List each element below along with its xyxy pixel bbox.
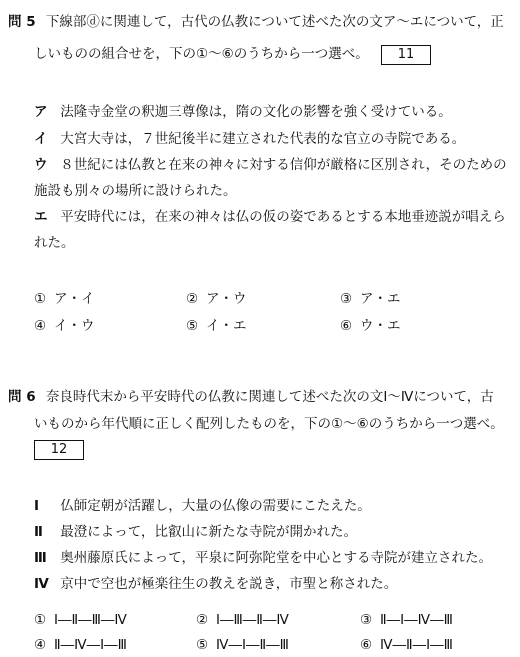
choice-number: ⑥ xyxy=(360,637,373,653)
statement-text: 法隆寺金堂の釈迦三尊像は，隋の文化の影響を強く受けている。 xyxy=(60,104,452,120)
question-5-label: 問 5 xyxy=(8,14,36,30)
statement-text: れた。 xyxy=(34,235,75,251)
choice-4 xyxy=(34,637,127,653)
choice-text: ア・ウ xyxy=(206,291,247,307)
statement-mark: Ⅲ xyxy=(34,550,47,566)
choice-text: Ⅱ―Ⅰ―Ⅳ―Ⅲ xyxy=(380,612,453,628)
choice-number: ① xyxy=(34,291,47,307)
statement-mark: ア xyxy=(34,104,48,120)
choice-number: ③ xyxy=(360,612,373,628)
statement-e xyxy=(34,205,506,225)
question-6-text-2: いものから年代順に正しく配列したものを，下の①～⑥のうちから一つ選べ。 xyxy=(34,416,504,432)
statement-u xyxy=(34,153,507,173)
choice-text: Ⅱ―Ⅳ―Ⅰ―Ⅲ xyxy=(54,637,127,653)
choice-5 xyxy=(186,314,247,334)
statement-i xyxy=(34,127,465,147)
choice-number: ② xyxy=(186,291,199,307)
choice-text: イ・エ xyxy=(206,318,247,334)
statement-mark: エ xyxy=(34,209,48,225)
statement-1 xyxy=(34,494,371,514)
statement-text: 施設も別々の場所に設けられた。 xyxy=(34,183,237,199)
choice-number: ④ xyxy=(34,318,47,334)
question-6-stem-line-2 xyxy=(34,412,504,432)
question-5-stem-line-2 xyxy=(34,42,431,65)
choice-3 xyxy=(340,287,401,307)
question-6-stem-line-1 xyxy=(8,385,494,405)
choice-text: イ・ウ xyxy=(54,318,95,334)
question-6-text-1: 奈良時代末から平安時代の仏教に関連して述べた次の文Ⅰ～Ⅳについて，古 xyxy=(45,389,494,405)
choice-1 xyxy=(34,287,95,307)
choice-5 xyxy=(196,637,289,653)
question-5-text-1: 下線部ⓓに関連して，古代の仏教について述べた次の文ア～エについて，正 xyxy=(45,14,504,30)
question-5-stem-line-1 xyxy=(8,10,504,30)
choice-number: ② xyxy=(196,612,209,628)
statement-2 xyxy=(34,520,357,540)
choice-text: ア・エ xyxy=(360,291,401,307)
choice-6 xyxy=(360,637,453,653)
choice-number: ③ xyxy=(340,291,353,307)
choice-text: ウ・エ xyxy=(360,318,401,334)
choice-3 xyxy=(360,612,453,628)
statement-text: 仏師定朝が活躍し，大量の仏像の需要にこたえた。 xyxy=(60,498,371,514)
choice-text: Ⅰ―Ⅲ―Ⅱ―Ⅳ xyxy=(216,612,289,628)
choice-number: ⑤ xyxy=(186,318,199,334)
question-5-text-2: しいものの組合せを，下の①～⑥のうちから一つ選べ。 xyxy=(34,46,369,62)
choice-text: ア・イ xyxy=(54,291,95,307)
statement-text: 大宮大寺は，７世紀後半に建立された代表的な官立の寺院である。 xyxy=(60,131,466,147)
choice-text: Ⅰ―Ⅱ―Ⅲ―Ⅳ xyxy=(54,612,127,628)
choice-number: ① xyxy=(34,612,47,628)
choice-number: ⑥ xyxy=(340,318,353,334)
statement-u-continued xyxy=(34,179,237,199)
question-6-stem-line-3 xyxy=(34,440,84,460)
statement-mark: イ xyxy=(34,131,48,147)
statement-3 xyxy=(34,546,492,566)
statement-4 xyxy=(34,572,397,592)
choice-6 xyxy=(340,314,401,334)
choice-2 xyxy=(196,612,289,628)
statement-mark: Ⅱ xyxy=(34,524,43,540)
statement-a xyxy=(34,100,452,120)
statement-text: ８世紀には仏教と在来の神々に対する信仰が厳格に区別され，そのための xyxy=(60,157,507,173)
answer-box-12: 12 xyxy=(34,440,84,460)
statement-mark: Ⅳ xyxy=(34,576,49,592)
answer-box-11: 11 xyxy=(381,45,431,65)
statement-text: 京中で空也が極楽往生の教えを説き，市聖と称された。 xyxy=(60,576,398,592)
choice-text: Ⅳ―Ⅱ―Ⅰ―Ⅲ xyxy=(380,637,453,653)
choice-text: Ⅳ―Ⅰ―Ⅱ―Ⅲ xyxy=(216,637,289,653)
statement-mark: Ⅰ xyxy=(34,498,40,514)
statement-text: 奥州藤原氏によって，平泉に阿弥陀堂を中心とする寺院が建立された。 xyxy=(60,550,493,566)
question-6-label: 問 6 xyxy=(8,389,36,405)
choice-number: ⑤ xyxy=(196,637,209,653)
choice-4 xyxy=(34,314,95,334)
choice-number: ④ xyxy=(34,637,47,653)
statement-text: 最澄によって，比叡山に新たな寺院が開かれた。 xyxy=(60,524,358,540)
statement-e-continued xyxy=(34,231,75,251)
choice-2 xyxy=(186,287,247,307)
choice-1 xyxy=(34,612,127,628)
statement-mark: ウ xyxy=(34,157,48,173)
statement-text: 平安時代には，在来の神々は仏の仮の姿であるとする本地垂迹説が唱えら xyxy=(60,209,506,225)
